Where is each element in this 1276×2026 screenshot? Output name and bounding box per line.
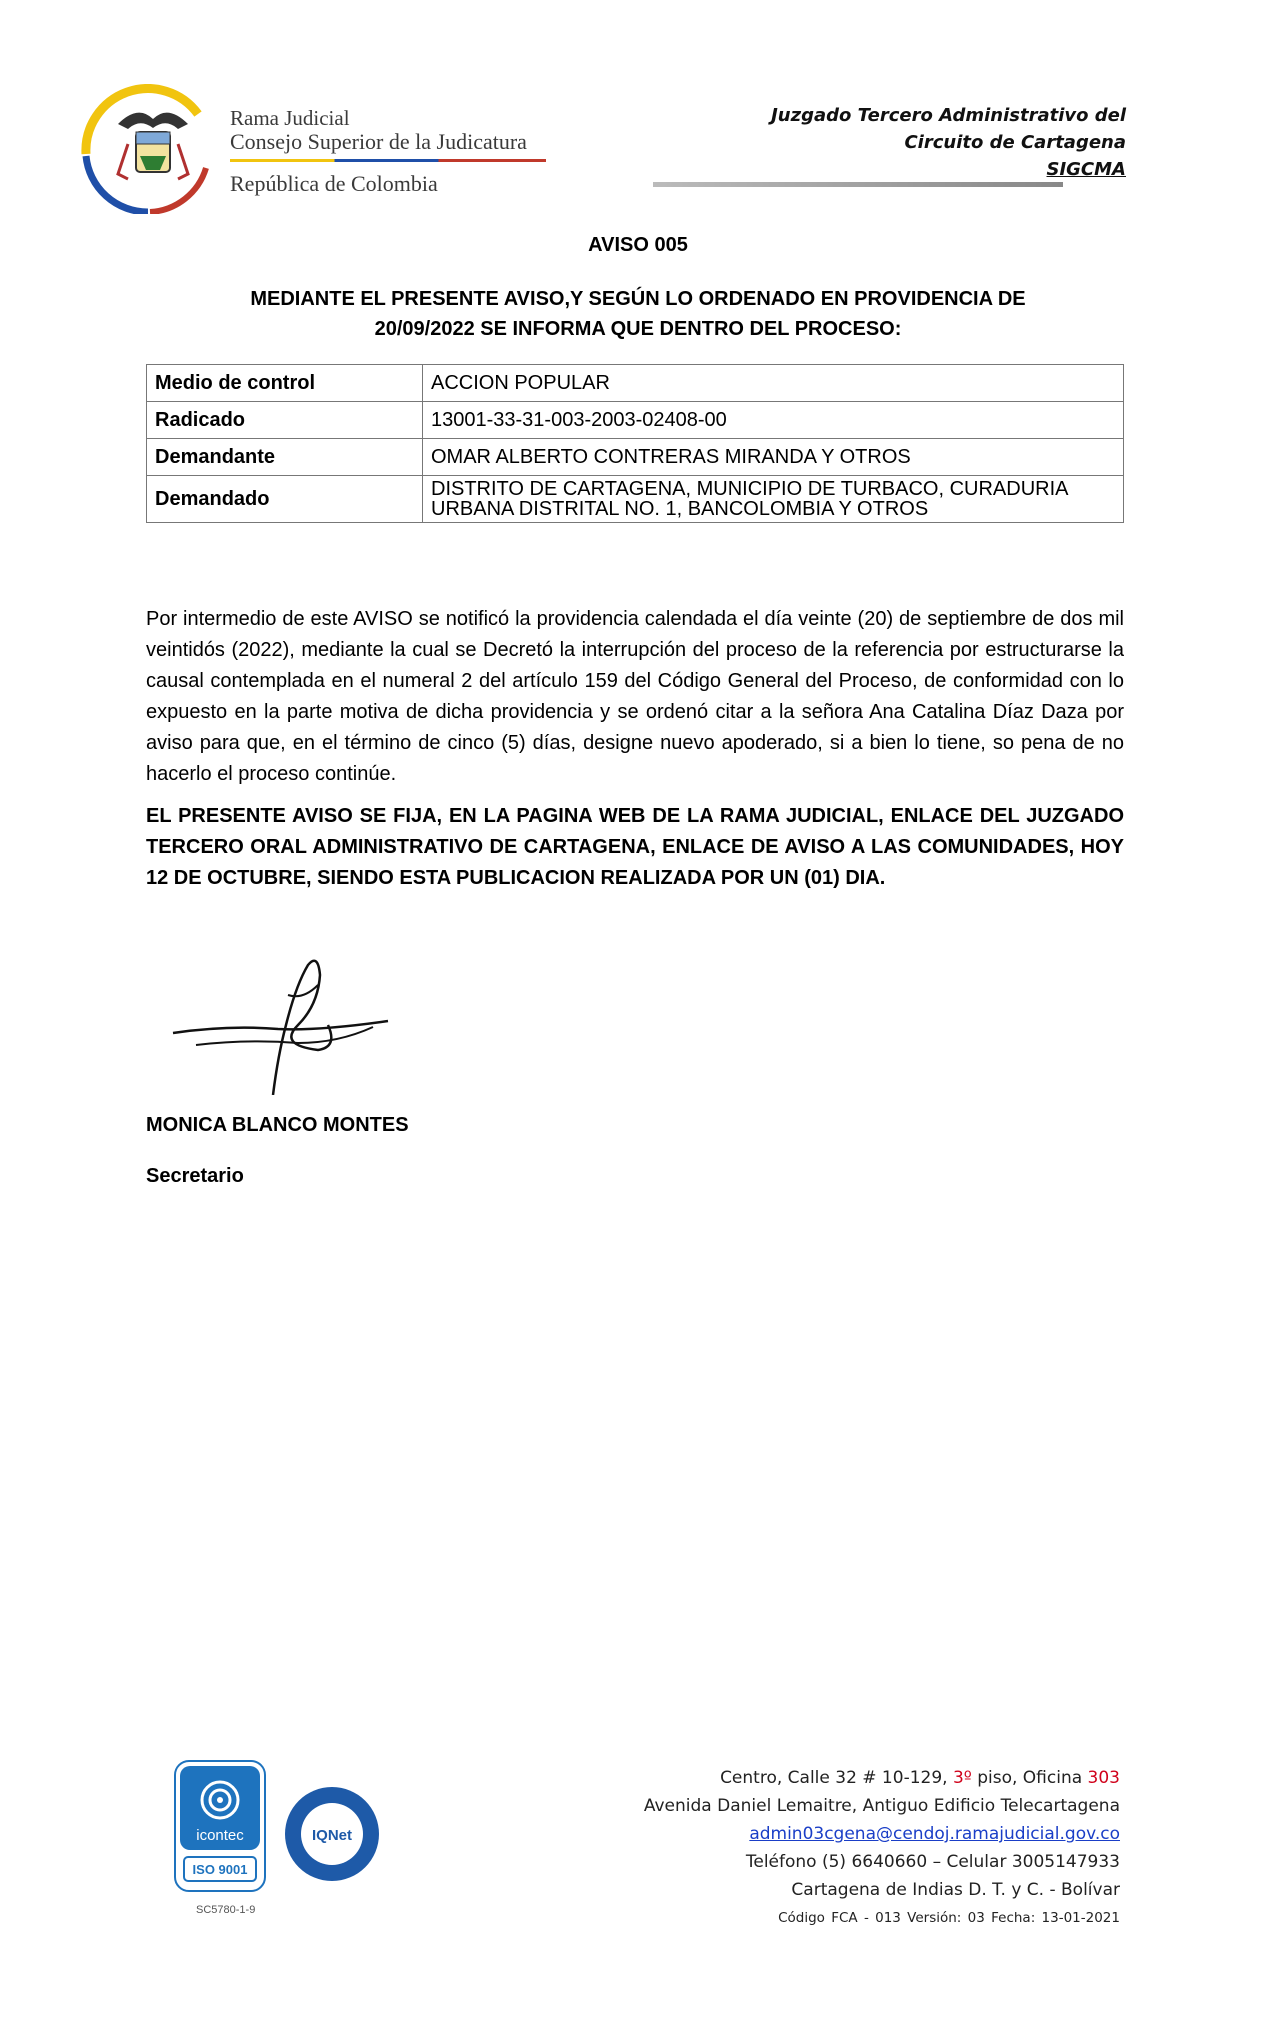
table-value: 13001-33-31-003-2003-02408-00 [423, 402, 1124, 439]
body-paragraph: Por intermedio de este AVISO se notificó la providencia calendada el día veinte (20) de septiembre de dos mil veintidós (2022), mediante la cual se Decretó la interrupción del proceso de la referencia por estructurarse la causal contemplada en el numeral 2 del artículo 159 del Código General del Proceso, de conformidad con lo expuesto en la parte motiva de dicha providencia y se ordenó citar a la señora Ana Catalina Díaz Daza por aviso para que, en el término de cinco (5) días, designe nuevo apoderado, si a bien lo tiene, so pena de no hacerlo el proceso continúe. [146, 608, 1124, 785]
address-part: Centro, Calle 32 # 10-129, [720, 1768, 953, 1788]
colombia-coat-of-arms-icon [78, 84, 228, 214]
footer-city: Cartagena de Indias D. T. y C. - Bolívar [791, 1880, 1120, 1900]
footer-contact [644, 1764, 1120, 1932]
organization-name [230, 106, 527, 196]
footer-building: Avenida Daniel Lemaitre, Antiguo Edificio Telecartagena [643, 1796, 1120, 1816]
subtitle-line-2: 20/09/2022 SE INFORMA QUE DENTRO DEL PROCESO: [374, 318, 902, 340]
address-part: piso, Oficina [971, 1768, 1088, 1788]
court-line-2: Circuito de Cartagena [904, 132, 1126, 153]
table-key: Demandante [147, 439, 423, 476]
iso-label: ISO 9001 [192, 1862, 248, 1877]
table-row [147, 476, 1124, 523]
header-rule [653, 182, 1063, 187]
table-key: Radicado [147, 402, 423, 439]
table-key: Demandado [147, 476, 423, 523]
certificate-code: SC5780-1-9 [196, 1904, 256, 1916]
notice-paragraph: EL PRESENTE AVISO SE FIJA, EN LA PAGINA WEB DE LA RAMA JUDICIAL, ENLACE DEL JUZGADO TERCERO ORAL ADMINISTRATIVO DE CARTAGENA, ENLACE DE AVISO A LAS COMUNIDADES, HOY 12 DE OCTUBRE, SIENDO ESTA PUBLICACION REALIZADA POR UN (01) DIA. [146, 805, 1124, 889]
table-value: OMAR ALBERTO CONTRERAS MIRANDA Y OTROS [423, 439, 1124, 476]
icontec-label: icontec [196, 1827, 244, 1844]
footer-form-code: Código FCA - 013 Versión: 03 Fecha: 13-01-2021 [778, 1910, 1120, 1926]
icontec-logo-icon [174, 1760, 266, 1892]
org-line-rama-judicial: Rama Judicial [230, 106, 350, 130]
address-floor: 3º [952, 1768, 972, 1788]
iqnet-logo-icon [282, 1784, 382, 1884]
document-subtitle [180, 284, 1096, 344]
address-office: 303 [1087, 1768, 1120, 1788]
signer-role: Secretario [146, 1165, 244, 1187]
footer-address [644, 1764, 1120, 1792]
court-line-sigcma: SIGCMA [1046, 159, 1126, 180]
court-line-1: Juzgado Tercero Administrativo del [771, 105, 1126, 126]
document-title: AVISO 005 [588, 234, 688, 256]
table-row [147, 402, 1124, 439]
table-value: DISTRITO DE CARTAGENA, MUNICIPIO DE TURBACO, CURADURIA URBANA DISTRITAL NO. 1, BANCOLOMBIA Y OTROS [423, 476, 1124, 523]
table-value: ACCION POPULAR [423, 365, 1124, 402]
table-row [147, 365, 1124, 402]
org-line-consejo: Consejo Superior de la Judicatura [230, 129, 527, 154]
tricolor-rule [230, 159, 546, 162]
signer-name: MONICA BLANCO MONTES [146, 1114, 409, 1136]
signature-image [168, 955, 400, 1095]
subtitle-line-1: MEDIANTE EL PRESENTE AVISO,Y SEGÚN LO ORDENADO EN PROVIDENCIA DE [250, 288, 1026, 310]
process-info-table [146, 364, 1124, 523]
table-row [147, 439, 1124, 476]
iqnet-label: IQNet [311, 1827, 353, 1844]
court-heading [771, 102, 1126, 183]
org-line-republica: República de Colombia [230, 171, 438, 196]
footer-email-link[interactable]: admin03cgena@cendoj.ramajudicial.gov.co [749, 1824, 1120, 1844]
footer-phone: Teléfono (5) 6640660 – Celular 3005147933 [745, 1852, 1120, 1872]
table-key: Medio de control [147, 365, 423, 402]
